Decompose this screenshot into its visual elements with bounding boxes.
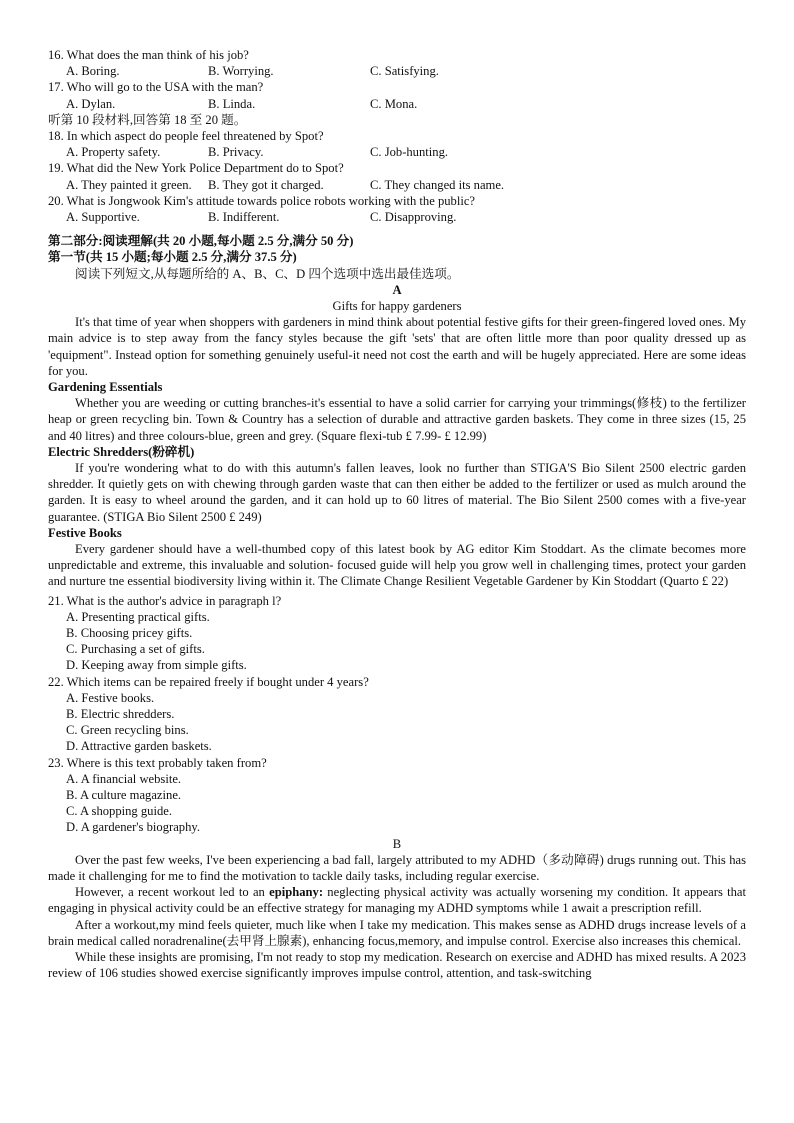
option-b: B. Worrying. [208, 64, 274, 79]
option-a: A. A financial website. [66, 771, 182, 786]
passage-b-paragraph-3: After a workout,my mind feels quieter, much like when I take my medication. This makes sense as ADHD drugs increase levels of a brain medical called noradrenaline(去甲肾上腺素), enhancing focus,memory, and impulse control. Exercise also increases this chemical. [48, 917, 746, 948]
option-b: B. Linda. [208, 96, 256, 111]
passage-b-paragraph-1: Over the past few weeks, I've been experiencing a bad fall, largely attributed to my ADHD（多动障碍) drugs running out. This has made it challenging for me to find the motivation to tackle daily tasks, including regular exercise. [48, 852, 746, 884]
question-16-options [48, 63, 746, 79]
question-22-stem: 22. Which items can be repaired freely if bought under 4 years? [48, 674, 369, 689]
option-c: C. Purchasing a set of gifts. [66, 642, 205, 657]
reading-instruction: 阅读下列短文,从每题所给的 A、B、C、D 四个选项中选出最佳选项。 [75, 266, 460, 281]
heading-festive-books: Festive Books [48, 525, 122, 540]
option-a: A. Dylan. [66, 96, 116, 111]
option-a: A. Supportive. [66, 209, 140, 224]
passage-b-letter: B [392, 836, 402, 851]
option-a: A. Property safety. [66, 145, 161, 160]
question-21-stem: 21. What is the author's advice in paragraph l? [48, 593, 282, 608]
option-b: B. Choosing pricey gifts. [66, 626, 193, 641]
heading-electric-shredders: Electric Shredders(粉碎机) [48, 444, 195, 459]
option-d: D. A gardener's biography. [66, 820, 201, 835]
passage-a-paragraph-1: It's that time of year when shoppers with gardeners in mind think about potential festive gifts for their green-fingered loved ones. My main advice is to step away from the fancy styles because the gift 'sets' that are often little more than poor quality dressed up as 'equipment". Instead option for something genuinely useful-it need not cost the earth and will be hugely appreciated. Here are some ideas for you. [48, 315, 746, 378]
question-19-options [48, 177, 746, 193]
option-a: A. Festive books. [66, 690, 155, 705]
question-17-stem: 17. Who will go to the USA with the man? [48, 80, 264, 95]
passage-a-paragraph-4: Every gardener should have a well-thumbed copy of this latest book by AG editor Kim Stoddart. As the climate becomes more unpredictable and extreme, this invaluable and solution- focused guide will help you grow well in challenging times, protect your garden and nurture tne essential biodiversity living within it. The Climate Change Resilient Vegetable Gardener by Kin Stoddart (Quarto £ 22) [48, 542, 746, 589]
option-c: C. Mona. [370, 96, 418, 111]
option-b: B. Indifferent. [208, 209, 280, 224]
option-c: C. A shopping guide. [66, 804, 173, 819]
option-a: A. Boring. [66, 64, 120, 79]
listening-instruction-10: 听第 10 段材料,回答第 18 至 20 题。 [48, 112, 247, 127]
question-23-stem: 23. Where is this text probably taken from? [48, 755, 267, 770]
part2-title: 第二部分:阅读理解(共 20 小题,每小题 2.5 分,满分 50 分) [48, 234, 354, 249]
question-16-stem: 16. What does the man think of his job? [48, 48, 249, 62]
option-c: C. They changed its name. [370, 177, 505, 192]
passage-a-paragraph-3: If you're wondering what to do with this autumn's fallen leaves, look no further than STIGA'S Bio Silent 2500 electric garden shredder. It quietly gets on with chewing through garden waste that can then either be added to the fertilizer or used as mulch around the garden. It is easy to wheel around the garden, and it can hold up to 60 litres of material. The Bio Silent 2500 comes with a five-year guarantee. (STIGA Bio Silent 2500 £ 249) [48, 461, 746, 524]
question-17-options [48, 96, 746, 112]
question-18-stem: 18. In which aspect do people feel threatened by Spot? [48, 128, 324, 143]
option-c: C. Satisfying. [370, 64, 439, 79]
option-b: B. A culture magazine. [66, 788, 182, 803]
question-20-options [48, 209, 746, 225]
passage-a-letter: A [392, 282, 402, 297]
exam-page [48, 47, 746, 982]
option-b: B. They got it charged. [208, 177, 324, 192]
paragraph-text: neglecting physical activity was actually worsening my condition. It appears that engaging in physical activity could be an effective strategy for managing my ADHD symptoms while 1 await a prescription refill. [48, 885, 746, 916]
passage-a-title: Gifts for happy gardeners [332, 298, 462, 313]
heading-gardening-essentials: Gardening Essentials [48, 379, 163, 394]
question-18-options [48, 144, 746, 160]
passage-b-paragraph-4: While these insights are promising, I'm not ready to stop my medication. Research on exercise and ADHD has mixed results. A 2023 review of 106 studies showed exercise significantly improves impulse control, attention, and task-switching [48, 950, 746, 981]
section1-title: 第一节(共 15 小题;每小题 2.5 分,满分 37.5 分) [48, 250, 297, 265]
passage-a-paragraph-2: Whether you are weeding or cutting branches-it's essential to have a solid carrier for carrying your trimmings(修枝) to the fertilizer heap or green recycling bin. Town & Country has a selection of durable and attractive garden baskets. They come in three sizes (15, 25 and 40 litres) and three colours-blue, green and grey. (Square flexi-tub £ 7.99- £ 12.99) [48, 396, 746, 443]
option-a: A. Presenting practical gifts. [66, 609, 210, 624]
option-c: C. Disapproving. [370, 209, 457, 224]
question-19-stem: 19. What did the New York Police Department do to Spot? [48, 161, 344, 176]
option-d: D. Keeping away from simple gifts. [66, 658, 247, 673]
option-c: C. Green recycling bins. [66, 723, 189, 738]
option-b: B. Electric shredders. [66, 707, 175, 722]
paragraph-text: However, a recent workout led to an [75, 885, 270, 900]
passage-b-paragraph-2 [48, 884, 746, 916]
question-20-stem: 20. What is Jongwook Kim's attitude towards police robots working with the public? [48, 193, 476, 208]
option-b: B. Privacy. [208, 145, 264, 160]
option-d: D. Attractive garden baskets. [66, 739, 212, 754]
option-a: A. They painted it green. [66, 177, 192, 192]
option-c: C. Job-hunting. [370, 145, 449, 160]
keyword-epiphany: epiphany: [269, 885, 324, 900]
